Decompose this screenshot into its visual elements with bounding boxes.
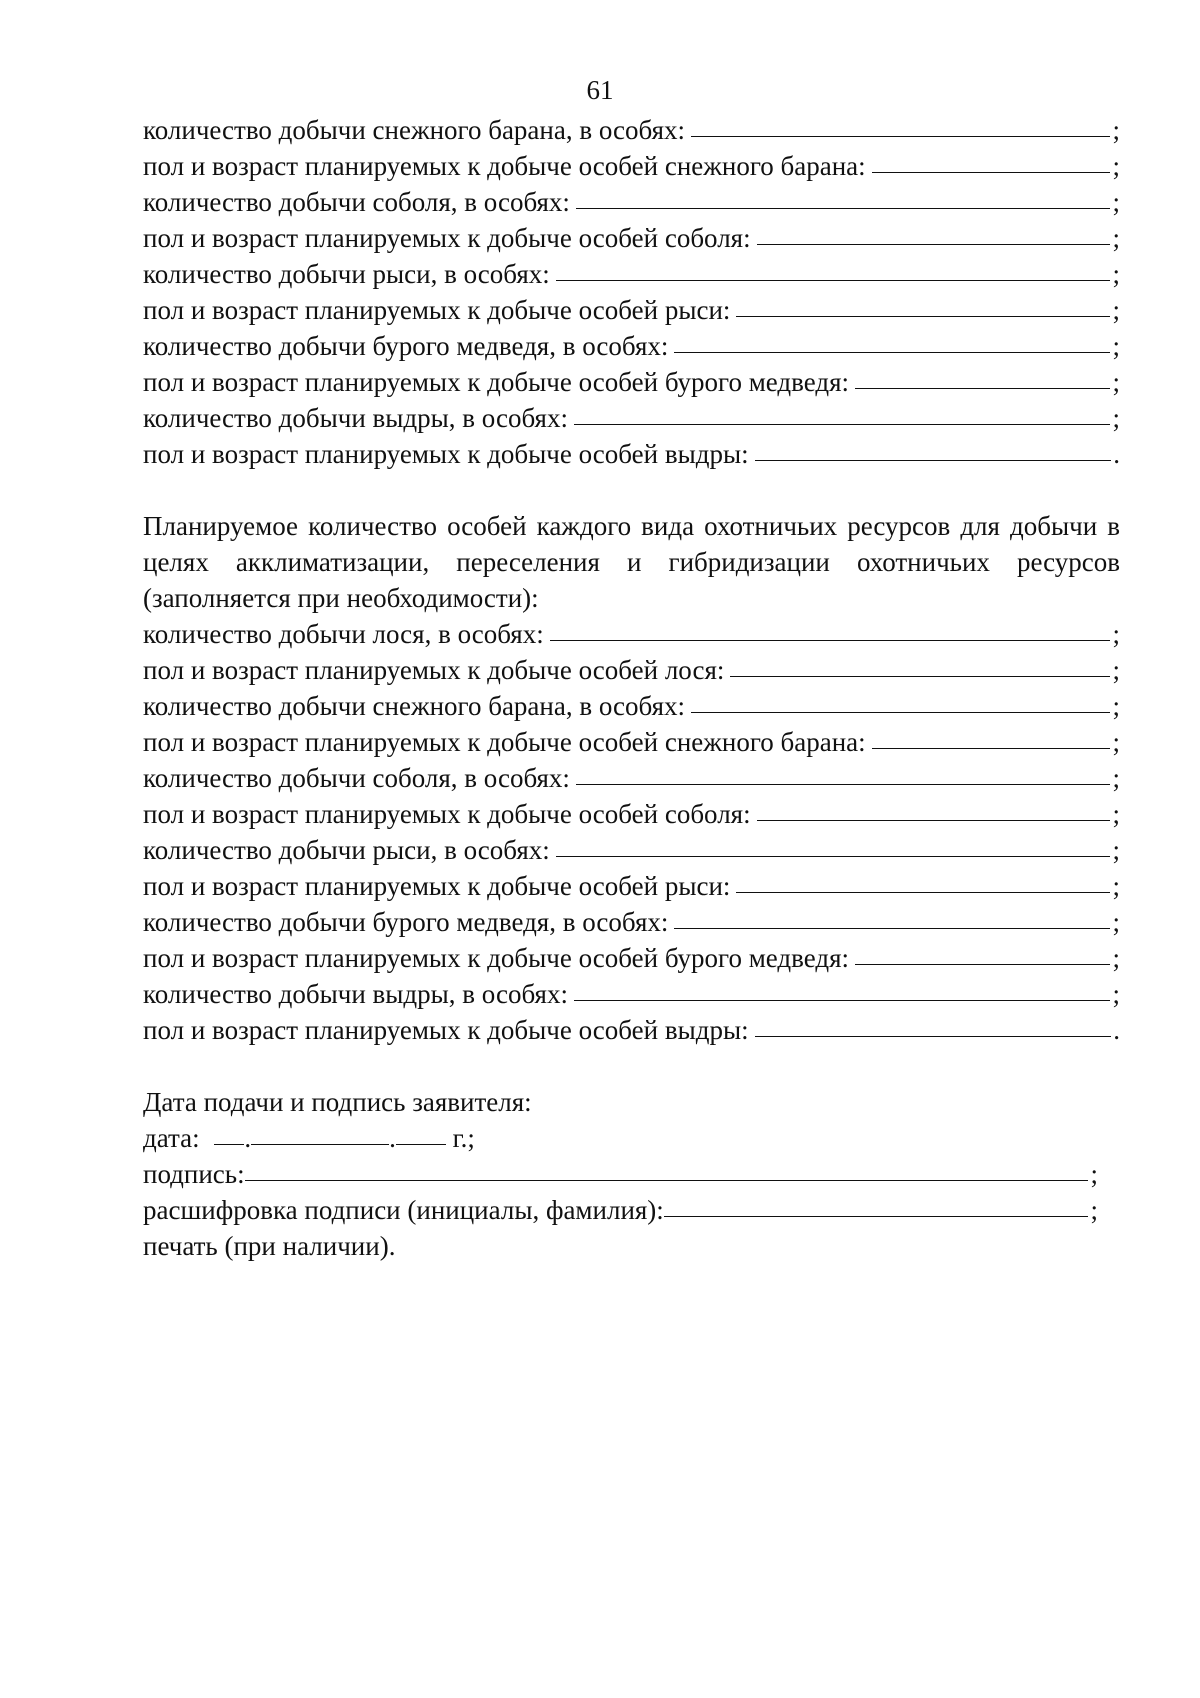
form-line-label: пол и возраст планируемых к добыче особей рыси: <box>143 295 731 325</box>
line-end: ; <box>1112 871 1120 901</box>
form-line <box>143 1012 1120 1048</box>
form-line <box>143 148 1120 184</box>
line-end: ; <box>1112 835 1120 865</box>
signature-heading: Дата подачи и подпись заявителя: <box>143 1087 532 1117</box>
form-line-field[interactable] <box>550 616 1111 641</box>
form-line-field[interactable] <box>872 724 1111 749</box>
signature-decode-line <box>143 1192 1098 1228</box>
line-end: . <box>1113 439 1120 469</box>
date-year-field[interactable] <box>396 1120 446 1145</box>
line-end: ; <box>1112 907 1120 937</box>
form-line-field[interactable] <box>556 256 1111 281</box>
form-line-label: количество добычи снежного барана, в особях: <box>143 115 685 145</box>
acclimatization-section <box>143 616 1120 1048</box>
form-line-label: количество добычи выдры, в особях: <box>143 403 568 433</box>
form-line <box>143 220 1120 256</box>
form-line <box>143 652 1120 688</box>
form-line-label: пол и возраст планируемых к добыче особей соболя: <box>143 799 751 829</box>
form-line-field[interactable] <box>730 652 1110 677</box>
form-line <box>143 976 1120 1012</box>
signature-decode-field[interactable] <box>664 1192 1089 1217</box>
form-line <box>143 832 1120 868</box>
form-line <box>143 868 1120 904</box>
line-end: ; <box>1112 979 1120 1009</box>
date-dot: . <box>389 1123 396 1153</box>
form-line-field[interactable] <box>674 904 1110 929</box>
form-line-label: количество добычи выдры, в особях: <box>143 979 568 1009</box>
form-line-label: пол и возраст планируемых к добыче особей соболя: <box>143 223 751 253</box>
stamp-note: печать (при наличии). <box>143 1231 396 1261</box>
section-gap <box>143 472 1120 508</box>
line-end: ; <box>1112 943 1120 973</box>
section-gap <box>143 1048 1120 1084</box>
line-end: ; <box>1112 115 1120 145</box>
line-end: ; <box>1112 691 1120 721</box>
form-line-label: количество добычи рыси, в особях: <box>143 835 550 865</box>
form-line <box>143 184 1120 220</box>
form-line-field[interactable] <box>674 328 1110 353</box>
form-line-label: количество добычи соболя, в особях: <box>143 763 570 793</box>
date-year-suffix: г.; <box>452 1123 475 1153</box>
line-end: ; <box>1112 223 1120 253</box>
form-line-label: пол и возраст планируемых к добыче особей бурого медведя: <box>143 943 850 973</box>
form-line <box>143 904 1120 940</box>
date-day-field[interactable] <box>214 1120 244 1145</box>
line-end: . <box>1113 1015 1120 1045</box>
form-line-field[interactable] <box>691 112 1110 137</box>
form-line <box>143 436 1120 472</box>
form-line-label: количество добычи рыси, в особях: <box>143 259 550 289</box>
form-line <box>143 796 1120 832</box>
form-line-field[interactable] <box>855 364 1110 389</box>
form-line-field[interactable] <box>574 400 1111 425</box>
signature-field[interactable] <box>245 1156 1089 1181</box>
date-line <box>143 1120 1120 1156</box>
form-line-field[interactable] <box>691 688 1110 713</box>
line-end: ; <box>1112 655 1120 685</box>
signature-decode-label: расшифровка подписи (инициалы, фамилия): <box>143 1195 664 1225</box>
line-end: ; <box>1090 1159 1098 1189</box>
form-line-label: пол и возраст планируемых к добыче особей снежного барана: <box>143 727 866 757</box>
line-end: ; <box>1112 331 1120 361</box>
form-line-field[interactable] <box>736 292 1110 317</box>
signature-block <box>143 1084 1120 1264</box>
line-end: ; <box>1112 727 1120 757</box>
form-line-label: пол и возраст планируемых к добыче особей бурого медведя: <box>143 367 850 397</box>
harvest-quota-section <box>143 112 1120 472</box>
line-end: ; <box>1112 367 1120 397</box>
form-line <box>143 688 1120 724</box>
form-line-label: количество добычи бурого медведя, в особях: <box>143 907 669 937</box>
form-line-label: количество добычи снежного барана, в особях: <box>143 691 685 721</box>
form-line-label: пол и возраст планируемых к добыче особей лося: <box>143 655 725 685</box>
form-line-label: количество добычи бурого медведя, в особях: <box>143 331 669 361</box>
form-line <box>143 760 1120 796</box>
form-line-label: пол и возраст планируемых к добыче особей рыси: <box>143 871 731 901</box>
line-end: ; <box>1112 763 1120 793</box>
line-end: ; <box>1112 151 1120 181</box>
form-line-field[interactable] <box>855 940 1110 965</box>
form-line <box>143 112 1120 148</box>
form-line-field[interactable] <box>755 1012 1112 1037</box>
signature-line <box>143 1156 1098 1192</box>
form-line <box>143 400 1120 436</box>
form-line-label: пол и возраст планируемых к добыче особей снежного барана: <box>143 151 866 181</box>
line-end: ; <box>1112 403 1120 433</box>
form-line-label: количество добычи лося, в особях: <box>143 619 544 649</box>
form-line-field[interactable] <box>755 436 1112 461</box>
form-line-field[interactable] <box>757 220 1111 245</box>
form-line <box>143 364 1120 400</box>
form-line-label: пол и возраст планируемых к добыче особей выдры: <box>143 1015 749 1045</box>
line-end: ; <box>1112 619 1120 649</box>
form-line-label: пол и возраст планируемых к добыче особей выдры: <box>143 439 749 469</box>
form-line <box>143 616 1120 652</box>
form-line-label: количество добычи соболя, в особях: <box>143 187 570 217</box>
form-line <box>143 256 1120 292</box>
date-month-field[interactable] <box>251 1120 389 1145</box>
signature-label: подпись: <box>143 1159 245 1189</box>
form-line-field[interactable] <box>757 796 1111 821</box>
form-line <box>143 724 1120 760</box>
form-line <box>143 292 1120 328</box>
form-line-field[interactable] <box>556 832 1111 857</box>
line-end: ; <box>1112 295 1120 325</box>
line-end: ; <box>1112 259 1120 289</box>
form-body <box>143 112 1120 1264</box>
form-line <box>143 940 1120 976</box>
acclimatization-intro: Планируемое количество особей каждого вида охотничьих ресурсов для добычи в целях акклиматизации, переселения и гибридизации охотничьих ресурсов (заполняется при необходимости): <box>143 511 1120 613</box>
line-end: ; <box>1112 187 1120 217</box>
form-line-field[interactable] <box>872 148 1111 173</box>
line-end: ; <box>1090 1195 1098 1225</box>
form-line-field[interactable] <box>736 868 1110 893</box>
date-dot: . <box>244 1123 252 1153</box>
form-line <box>143 328 1120 364</box>
date-label: дата: <box>143 1123 200 1153</box>
form-line-field[interactable] <box>576 760 1111 785</box>
page-number: 61 <box>586 75 614 105</box>
form-line-field[interactable] <box>574 976 1111 1001</box>
line-end: ; <box>1112 799 1120 829</box>
form-line-field[interactable] <box>576 184 1111 209</box>
